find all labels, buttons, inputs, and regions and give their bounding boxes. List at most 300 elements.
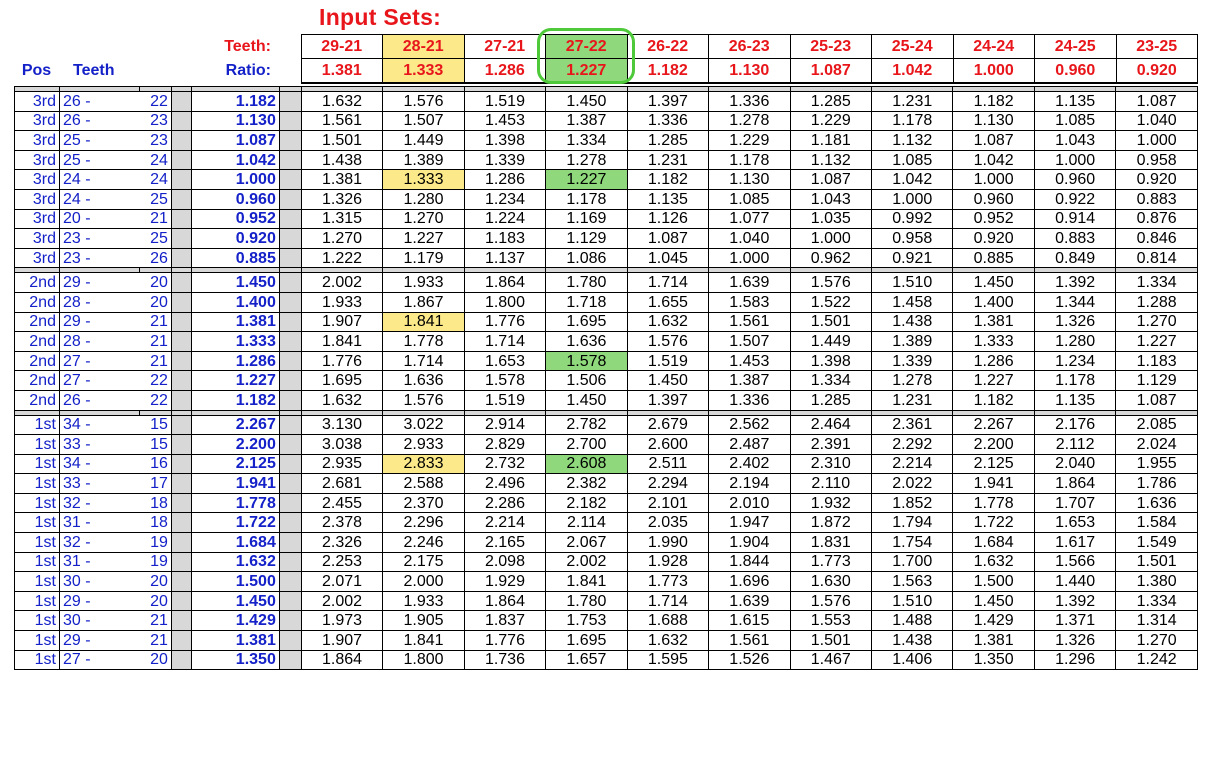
ratio-cell: 1.350 (191, 650, 279, 670)
spacer-cell (171, 189, 191, 209)
ratio-cell: 1.227 (191, 371, 279, 391)
value-cell: 1.488 (872, 611, 953, 631)
value-cell: 1.397 (627, 390, 708, 410)
ratio-cell: 0.920 (191, 229, 279, 249)
ratio-cell: 0.952 (191, 209, 279, 229)
value-cell: 1.400 (953, 292, 1034, 312)
ratio-cell: 1.632 (191, 552, 279, 572)
teeth-rear-cell: 20 (139, 572, 171, 592)
pos-cell: 1st (15, 591, 60, 611)
ratio-cell: 2.125 (191, 454, 279, 474)
value-cell: 1.933 (383, 273, 464, 293)
teeth-rear-cell: 21 (139, 351, 171, 371)
value-cell: 1.132 (872, 131, 953, 151)
spacer-cell (279, 351, 301, 371)
value-cell: 1.450 (546, 92, 627, 112)
ratio-cell: 1.000 (191, 170, 279, 190)
value-cell: 2.022 (872, 474, 953, 494)
value-cell: 2.067 (546, 533, 627, 553)
value-cell: 1.229 (790, 111, 871, 131)
value-cell: 1.639 (709, 273, 790, 293)
value-cell: 2.402 (709, 454, 790, 474)
value-cell: 1.501 (1116, 552, 1198, 572)
teeth-front-cell: 27 - (59, 371, 139, 391)
teeth-front-cell: 29 - (59, 631, 139, 651)
teeth-rear-cell: 21 (139, 332, 171, 352)
value-cell: 1.841 (383, 312, 464, 332)
spacer-cell (279, 572, 301, 592)
value-cell: 2.562 (709, 415, 790, 435)
teeth-front-cell: 33 - (59, 435, 139, 455)
value-cell: 1.453 (464, 111, 545, 131)
ratio-cell: 1.684 (191, 533, 279, 553)
pos-cell: 1st (15, 631, 60, 651)
value-cell: 1.695 (546, 312, 627, 332)
value-cell: 0.958 (1116, 150, 1198, 170)
value-cell: 3.022 (383, 415, 464, 435)
teeth-rear-cell: 25 (139, 189, 171, 209)
spacer-cell (279, 650, 301, 670)
set-ratio: 1.333 (383, 59, 465, 84)
pos-cell: 3rd (15, 131, 60, 151)
value-cell: 1.334 (546, 131, 627, 151)
value-cell: 1.270 (1116, 312, 1198, 332)
value-cell: 1.087 (627, 229, 708, 249)
value-cell: 0.846 (1116, 229, 1198, 249)
value-cell: 1.636 (546, 332, 627, 352)
value-cell: 1.506 (546, 371, 627, 391)
teeth-rear-cell: 15 (139, 415, 171, 435)
value-cell: 1.438 (872, 312, 953, 332)
teeth-rear-cell: 24 (139, 150, 171, 170)
value-cell: 1.507 (383, 111, 464, 131)
value-cell: 1.714 (627, 273, 708, 293)
value-cell: 2.125 (953, 454, 1034, 474)
value-cell: 1.178 (872, 111, 953, 131)
value-cell: 1.314 (1116, 611, 1198, 631)
value-cell: 1.932 (790, 493, 871, 513)
table-row (15, 533, 1198, 553)
value-cell: 2.246 (383, 533, 464, 553)
teeth-front-cell: 31 - (59, 552, 139, 572)
teeth-rear-cell: 24 (139, 170, 171, 190)
spacer-cell (171, 631, 191, 651)
value-cell: 1.381 (953, 312, 1034, 332)
value-cell: 1.576 (790, 273, 871, 293)
set-teeth: 28-21 (383, 35, 465, 59)
value-cell: 1.841 (383, 631, 464, 651)
teeth-rear-cell: 20 (139, 273, 171, 293)
value-cell: 2.071 (301, 572, 382, 592)
teeth-rear-cell: 22 (139, 371, 171, 391)
value-cell: 2.914 (464, 415, 545, 435)
set-teeth: 27-21 (464, 35, 546, 59)
value-cell: 1.270 (1116, 631, 1198, 651)
ratio-cell: 1.450 (191, 591, 279, 611)
value-cell: 1.398 (464, 131, 545, 151)
ratio-cell: 1.500 (191, 572, 279, 592)
ratio-cell: 2.200 (191, 435, 279, 455)
pos-cell: 1st (15, 611, 60, 631)
value-cell: 2.002 (301, 273, 382, 293)
value-cell: 1.778 (383, 332, 464, 352)
value-cell: 0.921 (872, 248, 953, 268)
value-cell: 1.397 (627, 92, 708, 112)
value-cell: 1.371 (1034, 611, 1115, 631)
pos-cell: 3rd (15, 229, 60, 249)
teeth-rear-cell: 23 (139, 111, 171, 131)
set-ratio: 1.286 (464, 59, 546, 84)
ratio-cell: 1.400 (191, 292, 279, 312)
teeth-rear-cell: 22 (139, 92, 171, 112)
value-cell: 1.837 (464, 611, 545, 631)
value-cell: 1.753 (546, 611, 627, 631)
value-cell: 2.588 (383, 474, 464, 494)
value-cell: 1.000 (790, 229, 871, 249)
teeth-front-cell: 27 - (59, 650, 139, 670)
value-cell: 1.231 (872, 92, 953, 112)
table-row (15, 229, 1198, 249)
table-row (15, 493, 1198, 513)
spacer-cell (279, 312, 301, 332)
value-cell: 1.578 (464, 371, 545, 391)
value-cell: 1.653 (1034, 513, 1115, 533)
value-cell: 1.035 (790, 209, 871, 229)
value-cell: 1.563 (872, 572, 953, 592)
pos-cell: 2nd (15, 332, 60, 352)
value-cell: 1.695 (301, 371, 382, 391)
value-cell: 1.553 (790, 611, 871, 631)
table-row (15, 631, 1198, 651)
value-cell: 1.231 (872, 390, 953, 410)
table-row (15, 415, 1198, 435)
value-cell: 0.960 (953, 189, 1034, 209)
value-cell: 2.035 (627, 513, 708, 533)
table-row (15, 248, 1198, 268)
value-cell: 2.112 (1034, 435, 1115, 455)
value-cell: 1.135 (1034, 390, 1115, 410)
value-cell: 2.098 (464, 552, 545, 572)
teeth-rear-cell: 26 (139, 248, 171, 268)
value-cell: 1.500 (953, 572, 1034, 592)
value-cell: 1.800 (383, 650, 464, 670)
value-cell: 0.814 (1116, 248, 1198, 268)
pos-cell: 3rd (15, 150, 60, 170)
value-cell: 0.952 (953, 209, 1034, 229)
value-cell: 1.000 (953, 170, 1034, 190)
spacer-cell (171, 390, 191, 410)
value-cell: 1.780 (546, 591, 627, 611)
value-cell: 1.137 (464, 248, 545, 268)
value-cell: 1.326 (301, 189, 382, 209)
value-cell: 1.549 (1116, 533, 1198, 553)
value-cell: 1.657 (546, 650, 627, 670)
value-cell: 2.194 (709, 474, 790, 494)
value-cell: 2.782 (546, 415, 627, 435)
teeth-rear-cell: 20 (139, 292, 171, 312)
teeth-rear-cell: 19 (139, 552, 171, 572)
spacer-cell (171, 611, 191, 631)
spacer-cell (171, 454, 191, 474)
teeth-rear-cell: 23 (139, 131, 171, 151)
value-cell: 2.600 (627, 435, 708, 455)
teeth-rear-cell: 15 (139, 435, 171, 455)
teeth-rear-cell: 21 (139, 631, 171, 651)
value-cell: 1.270 (301, 229, 382, 249)
pos-cell: 3rd (15, 170, 60, 190)
pos-cell: 1st (15, 415, 60, 435)
value-cell: 1.334 (1116, 273, 1198, 293)
value-cell: 2.292 (872, 435, 953, 455)
table-row (15, 111, 1198, 131)
value-cell: 1.183 (1116, 351, 1198, 371)
pos-cell: 2nd (15, 292, 60, 312)
teeth-front-cell: 34 - (59, 415, 139, 435)
value-cell: 1.350 (953, 650, 1034, 670)
value-cell: 1.178 (546, 189, 627, 209)
table-row (15, 552, 1198, 572)
value-cell: 1.040 (709, 229, 790, 249)
value-cell: 1.458 (872, 292, 953, 312)
value-cell: 0.920 (1116, 170, 1198, 190)
value-cell: 1.227 (383, 229, 464, 249)
spacer-cell (171, 131, 191, 151)
value-cell: 1.718 (546, 292, 627, 312)
value-cell: 1.653 (464, 351, 545, 371)
spacer-cell (171, 513, 191, 533)
value-cell: 1.776 (301, 351, 382, 371)
spacer-cell (279, 415, 301, 435)
spacer-cell (171, 351, 191, 371)
spacer-cell (279, 454, 301, 474)
ratio-cell: 1.722 (191, 513, 279, 533)
spacer-cell (171, 474, 191, 494)
value-cell: 1.336 (709, 390, 790, 410)
value-cell: 1.182 (953, 92, 1034, 112)
value-cell: 1.864 (301, 650, 382, 670)
value-cell: 1.334 (790, 371, 871, 391)
value-cell: 1.632 (627, 631, 708, 651)
value-cell: 1.844 (709, 552, 790, 572)
set-ratio: 1.381 (301, 59, 383, 84)
value-cell: 1.336 (709, 92, 790, 112)
value-cell: 1.242 (1116, 650, 1198, 670)
value-cell: 1.450 (627, 371, 708, 391)
value-cell: 0.883 (1034, 229, 1115, 249)
value-cell: 1.135 (1034, 92, 1115, 112)
value-cell: 1.086 (546, 248, 627, 268)
spacer-cell (279, 435, 301, 455)
value-cell: 1.227 (1116, 332, 1198, 352)
value-cell: 1.510 (872, 591, 953, 611)
spacer-cell (279, 248, 301, 268)
spacer-cell (279, 390, 301, 410)
value-cell: 2.024 (1116, 435, 1198, 455)
teeth-rear-cell: 22 (139, 390, 171, 410)
value-cell: 1.392 (1034, 591, 1115, 611)
spacer-cell (171, 92, 191, 112)
spacer-cell (279, 552, 301, 572)
value-cell: 0.992 (872, 209, 953, 229)
set-ratio: 1.000 (953, 59, 1035, 84)
ratio-cell: 1.941 (191, 474, 279, 494)
value-cell: 2.002 (546, 552, 627, 572)
value-cell: 1.519 (627, 351, 708, 371)
teeth-front-cell: 31 - (59, 513, 139, 533)
value-cell: 1.296 (1034, 650, 1115, 670)
table-row (15, 209, 1198, 229)
spacer-cell (279, 474, 301, 494)
teeth-rear-cell: 21 (139, 611, 171, 631)
value-cell: 1.087 (1116, 92, 1198, 112)
value-cell: 2.370 (383, 493, 464, 513)
pos-cell: 2nd (15, 312, 60, 332)
spacer-cell (279, 591, 301, 611)
value-cell: 1.831 (790, 533, 871, 553)
value-cell: 1.507 (709, 332, 790, 352)
value-cell: 2.679 (627, 415, 708, 435)
teeth-front-cell: 26 - (59, 111, 139, 131)
set-ratio: 0.960 (1035, 59, 1117, 84)
teeth-front-cell: 33 - (59, 474, 139, 494)
spacer-cell (171, 209, 191, 229)
spacer-cell (171, 552, 191, 572)
pos-cell: 2nd (15, 351, 60, 371)
teeth-front-cell: 25 - (59, 131, 139, 151)
value-cell: 1.222 (301, 248, 382, 268)
ratio-label: Ratio: (225, 61, 271, 79)
value-cell: 1.178 (1034, 371, 1115, 391)
value-cell: 1.000 (1116, 131, 1198, 151)
value-cell: 1.326 (1034, 631, 1115, 651)
value-cell: 0.960 (1034, 170, 1115, 190)
ratio-cell: 1.087 (191, 131, 279, 151)
value-cell: 1.695 (546, 631, 627, 651)
ratio-cell: 1.182 (191, 390, 279, 410)
table-row (15, 474, 1198, 494)
value-cell: 1.315 (301, 209, 382, 229)
value-cell: 2.182 (546, 493, 627, 513)
table-row (15, 454, 1198, 474)
spacer-cell (279, 189, 301, 209)
value-cell: 2.511 (627, 454, 708, 474)
table-row (15, 591, 1198, 611)
value-cell: 0.885 (953, 248, 1034, 268)
spacer-cell (171, 371, 191, 391)
value-cell: 1.042 (872, 170, 953, 190)
value-cell: 2.935 (301, 454, 382, 474)
teeth-front-cell: 20 - (59, 209, 139, 229)
value-cell: 1.227 (953, 371, 1034, 391)
value-cell: 2.101 (627, 493, 708, 513)
value-cell: 2.286 (464, 493, 545, 513)
value-cell: 1.519 (464, 390, 545, 410)
spacer-cell (279, 229, 301, 249)
value-cell: 0.920 (953, 229, 1034, 249)
value-cell: 1.566 (1034, 552, 1115, 572)
value-cell: 2.296 (383, 513, 464, 533)
value-cell: 1.040 (1116, 111, 1198, 131)
value-cell: 1.438 (301, 150, 382, 170)
value-cell: 2.361 (872, 415, 953, 435)
value-cell: 1.841 (301, 332, 382, 352)
value-cell: 2.378 (301, 513, 382, 533)
set-ratio: 1.182 (627, 59, 709, 84)
teeth-front-cell: 29 - (59, 591, 139, 611)
ratio-cell: 1.381 (191, 631, 279, 651)
spacer-cell (279, 92, 301, 112)
value-cell: 1.655 (627, 292, 708, 312)
value-cell: 1.467 (790, 650, 871, 670)
set-ratio: 1.042 (872, 59, 954, 84)
value-cell: 2.700 (546, 435, 627, 455)
value-cell: 2.214 (872, 454, 953, 474)
value-cell: 1.000 (709, 248, 790, 268)
value-cell: 1.941 (953, 474, 1034, 494)
value-cell: 1.773 (627, 572, 708, 592)
value-cell: 0.922 (1034, 189, 1115, 209)
spacer-cell (171, 650, 191, 670)
ratio-cell: 1.778 (191, 493, 279, 513)
value-cell: 1.595 (627, 650, 708, 670)
table-row (15, 390, 1198, 410)
spacer-cell (171, 292, 191, 312)
value-cell: 1.800 (464, 292, 545, 312)
value-cell: 1.501 (790, 631, 871, 651)
value-cell: 1.794 (872, 513, 953, 533)
value-cell: 1.285 (627, 131, 708, 151)
value-cell: 1.231 (627, 150, 708, 170)
value-cell: 2.110 (790, 474, 871, 494)
pos-cell: 2nd (15, 371, 60, 391)
set-teeth: 23-25 (1116, 35, 1198, 59)
value-cell: 1.181 (790, 131, 871, 151)
value-cell: 3.038 (301, 435, 382, 455)
spacer-cell (279, 332, 301, 352)
spacer-cell (171, 435, 191, 455)
value-cell: 2.496 (464, 474, 545, 494)
value-cell: 1.615 (709, 611, 790, 631)
value-cell: 1.584 (1116, 513, 1198, 533)
value-cell: 1.632 (627, 312, 708, 332)
spacer-cell (171, 415, 191, 435)
value-cell: 1.381 (301, 170, 382, 190)
ratio-cell: 0.885 (191, 248, 279, 268)
value-cell: 0.914 (1034, 209, 1115, 229)
value-cell: 1.280 (383, 189, 464, 209)
value-cell: 2.267 (953, 415, 1034, 435)
table-row (15, 312, 1198, 332)
value-cell: 2.002 (301, 591, 382, 611)
value-cell: 1.864 (464, 591, 545, 611)
value-cell: 2.933 (383, 435, 464, 455)
value-cell: 1.229 (709, 131, 790, 151)
value-cell: 1.578 (546, 351, 627, 371)
value-cell: 1.087 (790, 170, 871, 190)
teeth-rear-cell: 18 (139, 513, 171, 533)
value-cell: 2.455 (301, 493, 382, 513)
pos-cell: 2nd (15, 273, 60, 293)
value-cell: 1.085 (709, 189, 790, 209)
ratio-cell: 1.286 (191, 351, 279, 371)
value-cell: 1.339 (872, 351, 953, 371)
value-cell: 1.387 (546, 111, 627, 131)
spacer-cell (171, 493, 191, 513)
ratio-cell: 2.267 (191, 415, 279, 435)
value-cell: 1.636 (383, 371, 464, 391)
value-cell: 1.227 (546, 170, 627, 190)
value-cell: 2.833 (383, 454, 464, 474)
